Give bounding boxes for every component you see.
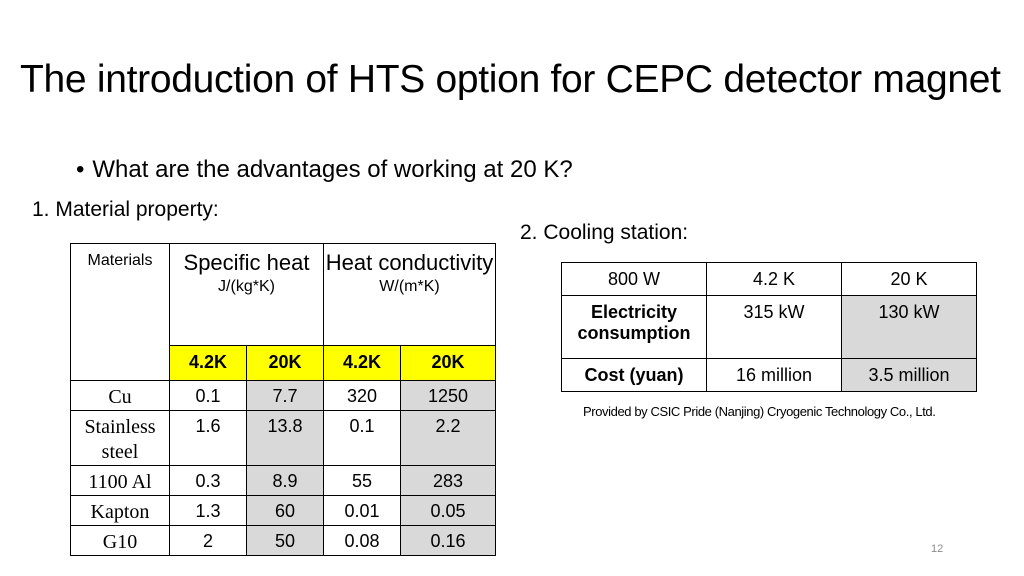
material-name: Stainless steel xyxy=(71,411,170,466)
section-material-property-label: 1. Material property: xyxy=(32,198,219,221)
table-cell: 0.3 xyxy=(170,466,247,496)
table-cell: 130 kW xyxy=(842,296,977,359)
page-number: 12 xyxy=(931,543,944,555)
header-heat-conductivity-unit: W/(m*K) xyxy=(379,278,440,295)
bullet-dot-icon: • xyxy=(76,156,85,183)
table-cell: 2 xyxy=(170,526,247,556)
table-cell: 1.3 xyxy=(170,496,247,526)
table-cell: 1.6 xyxy=(170,411,247,466)
table-cell: 7.7 xyxy=(247,381,324,411)
section-cooling-station-label: 2. Cooling station: xyxy=(520,221,689,244)
table-cell: 3.5 million xyxy=(842,359,977,392)
material-name: 1100 Al xyxy=(71,466,170,496)
material-name: Kapton xyxy=(71,496,170,526)
slide-title: The introduction of HTS option for CEPC detector magnet xyxy=(20,58,1001,101)
material-name: Cu xyxy=(71,381,170,411)
bullet-question xyxy=(76,156,573,184)
temp-header: 20K xyxy=(247,345,324,380)
row-label-cost: Cost (yuan) xyxy=(562,359,707,392)
table-row xyxy=(71,526,496,556)
cooling-station-table xyxy=(561,262,977,392)
table-cell: 320 xyxy=(324,381,401,411)
row-label-electricity: Electricity consumption xyxy=(562,296,707,359)
table-cell: 2.2 xyxy=(401,411,496,466)
header-4k: 4.2 K xyxy=(707,263,842,296)
table-cell: 315 kW xyxy=(707,296,842,359)
table-row xyxy=(71,466,496,496)
table-cell: 0.08 xyxy=(324,526,401,556)
table-cell: 0.16 xyxy=(401,526,496,556)
table-row xyxy=(71,381,496,411)
temp-header: 20K xyxy=(401,345,496,380)
header-20k: 20 K xyxy=(842,263,977,296)
table-cell: 13.8 xyxy=(247,411,324,466)
table-cell: 16 million xyxy=(707,359,842,392)
header-specific-heat-label: Specific heat xyxy=(183,250,310,275)
material-name: G10 xyxy=(71,526,170,556)
table-cell: 1250 xyxy=(401,381,496,411)
table-row xyxy=(71,411,496,466)
header-specific-heat xyxy=(170,244,324,346)
temp-header: 4.2K xyxy=(170,345,247,380)
table-row xyxy=(71,496,496,526)
header-specific-heat-unit: J/(kg*K) xyxy=(218,278,275,295)
table-row xyxy=(562,359,977,392)
table-cell: 0.01 xyxy=(324,496,401,526)
table-row xyxy=(562,296,977,359)
header-heat-conductivity-label: Heat conductivity xyxy=(325,250,494,275)
table-cell: 55 xyxy=(324,466,401,496)
table-cell: 50 xyxy=(247,526,324,556)
header-power: 800 W xyxy=(562,263,707,296)
table-cell: 0.1 xyxy=(170,381,247,411)
header-materials: Materials xyxy=(71,244,170,381)
bullet-text: What are the advantages of working at 20 K? xyxy=(92,156,573,183)
material-property-table xyxy=(70,243,496,556)
table-cell: 0.1 xyxy=(324,411,401,466)
table-cell: 0.05 xyxy=(401,496,496,526)
table-cell: 60 xyxy=(247,496,324,526)
temp-header: 4.2K xyxy=(324,345,401,380)
source-credit: Provided by CSIC Pride (Nanjing) Cryogenic Technology Co., Ltd. xyxy=(583,404,936,419)
table-cell: 283 xyxy=(401,466,496,496)
table-cell: 8.9 xyxy=(247,466,324,496)
header-heat-conductivity xyxy=(324,244,496,346)
